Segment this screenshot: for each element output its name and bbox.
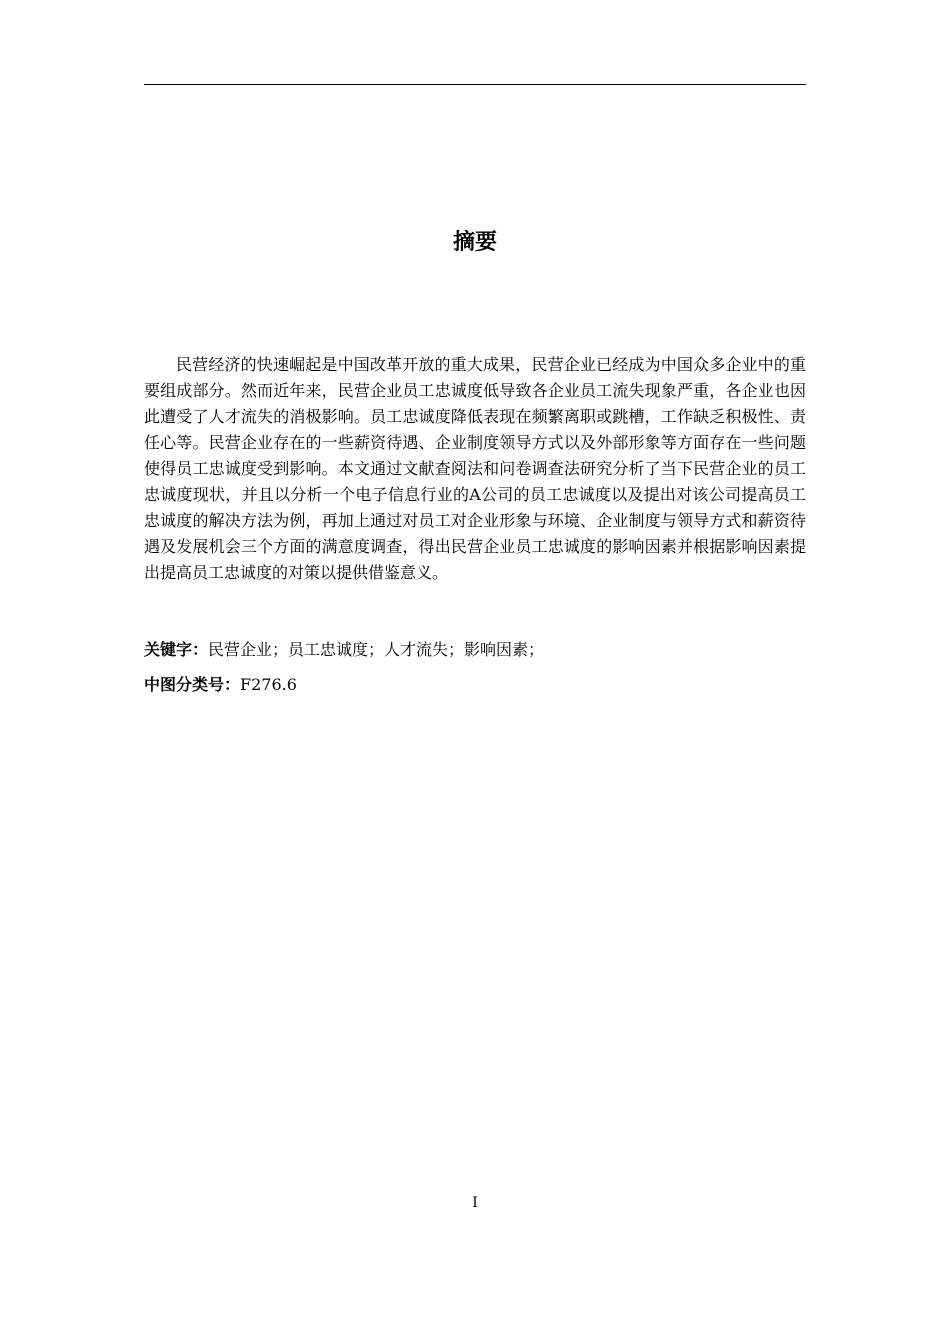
keywords-value: 民营企业；员工忠诚度；人才流失；影响因素； bbox=[208, 640, 545, 659]
abstract-paragraph: 民营经济的快速崛起是中国改革开放的重大成果，民营企业已经成为中国众多企业中的重要组成部分。然而近年来，民营企业员工忠诚度低导致各企业员工流失现象严重，各企业也因此遭受了人才流失的消极影响。员工忠诚度降低表现在频繁离职或跳槽，工作缺乏积极性、责任心等。民营企业存在的一些薪资待遇、企业制度领导方式以及外部形象等方面存在一些问题使得员工忠诚度受到影响。本文通过文献查阅法和问卷调查法研究分析了当下民营企业的员工忠诚度现状，并且以分析一个电子信息行业的A公司的员工忠诚度以及提出对该公司提高员工忠诚度的解决方法为例，再加上通过对员工对企业形象与环境、企业制度与领导方式和薪资待遇及发展机会三个方面的满意度调查，得出民营企业员工忠诚度的影响因素并根据影响因素提出提高员工忠诚度的对策以提供借鉴意义。 bbox=[144, 355, 806, 582]
page-title: 摘要 bbox=[452, 230, 497, 255]
page-number: I bbox=[472, 1195, 478, 1211]
classification-label: 中图分类号： bbox=[144, 675, 241, 694]
keywords-label: 关键字： bbox=[144, 640, 209, 659]
classification-value: F276.6 bbox=[240, 675, 297, 694]
classification-line bbox=[144, 672, 806, 698]
keywords-line bbox=[144, 637, 806, 663]
header-rule bbox=[144, 84, 806, 85]
